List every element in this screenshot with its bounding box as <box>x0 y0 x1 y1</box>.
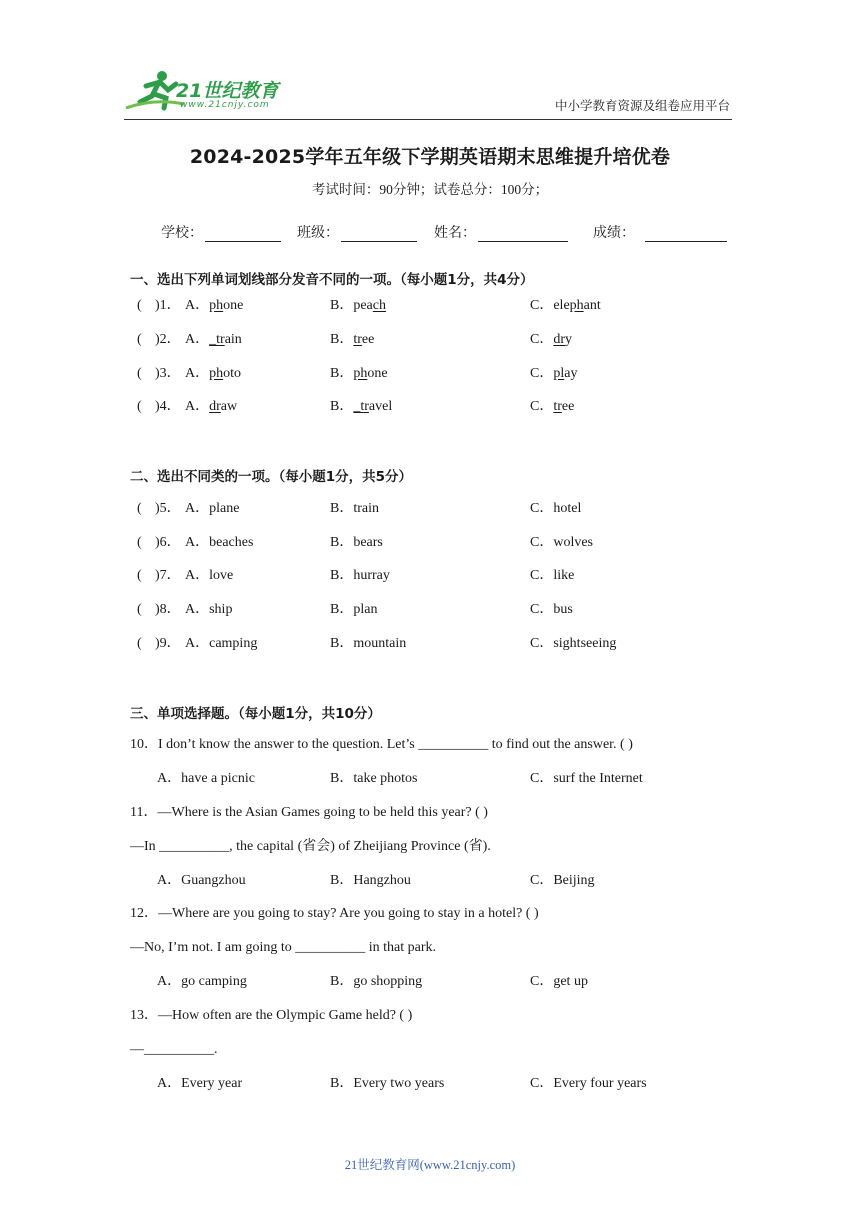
question-stem: 10．I don’t know the answer to the question. Let’s __________ to find out the answer. ( ) <box>130 737 633 752</box>
option-a: A．love <box>185 568 234 583</box>
option-c: C．get up <box>530 974 588 989</box>
answer-paren[interactable]: ( <box>137 568 142 583</box>
option-b: B．train <box>330 501 379 516</box>
option-a: A．have a picnic <box>157 771 255 786</box>
question-number: )9． <box>155 636 181 651</box>
option-a: A．_train <box>185 332 242 347</box>
class-blank[interactable] <box>341 226 417 242</box>
option-a: A．camping <box>185 636 258 651</box>
option-c: C．like <box>530 568 575 583</box>
option-c: C．elephant <box>530 298 601 313</box>
option-c: C．tree <box>530 399 575 414</box>
question-number: )1． <box>155 298 181 313</box>
school-label: 学校： <box>161 225 203 241</box>
option-b: B．take photos <box>330 771 418 786</box>
option-c: C．dry <box>530 332 573 347</box>
option-b: B．Hangzhou <box>330 873 411 888</box>
option-b: B．phone <box>330 366 388 381</box>
answer-paren[interactable]: ( <box>137 298 142 313</box>
option-a: A．draw <box>185 399 238 414</box>
score-blank[interactable] <box>645 226 727 242</box>
section-title: 三、单项选择题。（每小题1分，共10分） <box>130 706 381 722</box>
answer-paren[interactable]: ( <box>137 602 142 617</box>
option-a: A．plane <box>185 501 240 516</box>
section-title: 一、选出下列单词划线部分发音不同的一项。（每小题1分，共4分） <box>130 272 534 288</box>
option-c: C．surf the Internet <box>530 771 643 786</box>
question-stem: 12．—Where are you going to stay? Are you going to stay in a hotel? ( ) <box>130 906 539 921</box>
option-b: B．peach <box>330 298 386 313</box>
question-number: )6． <box>155 535 181 550</box>
answer-paren[interactable]: ( <box>137 535 142 550</box>
option-a: A．go camping <box>157 974 247 989</box>
option-b: B．tree <box>330 332 375 347</box>
option-a: A．ship <box>185 602 233 617</box>
question-number: )2． <box>155 332 181 347</box>
answer-paren[interactable]: ( <box>137 636 142 651</box>
question-answer-line: —In __________, the capital (省会) of Zheijiang Province (省). <box>130 839 491 854</box>
question-stem: 13．—How often are the Olympic Game held? ( ) <box>130 1008 413 1023</box>
question-number: )8． <box>155 602 181 617</box>
question-answer-line: —No, I’m not. I am going to __________ in that park. <box>130 940 437 955</box>
option-b: B．go shopping <box>330 974 423 989</box>
exam-subtitle: 考试时间：90分钟；试卷总分：100分； <box>311 182 549 197</box>
footer-link[interactable]: 21世纪教育网(www.21cnjy.com) <box>344 1158 516 1172</box>
answer-paren[interactable]: ( <box>137 399 142 414</box>
question-number: )7． <box>155 568 181 583</box>
option-c: C．hotel <box>530 501 582 516</box>
section-title: 二、选出不同类的一项。（每小题1分，共5分） <box>130 469 413 485</box>
answer-paren[interactable]: ( <box>137 366 142 381</box>
option-c: C．bus <box>530 602 573 617</box>
question-stem: 11．—Where is the Asian Games going to be held this year? ( ) <box>130 805 488 820</box>
class-field[interactable] <box>297 222 417 242</box>
question-number: )4． <box>155 399 181 414</box>
score-label: 成绩： <box>593 225 635 241</box>
option-b: B．hurray <box>330 568 390 583</box>
answer-paren[interactable]: ( <box>137 332 142 347</box>
class-label: 班级： <box>297 225 339 241</box>
option-b: B．mountain <box>330 636 407 651</box>
option-c: C．wolves <box>530 535 593 550</box>
option-c: C．Beijing <box>530 873 595 888</box>
option-c: C．Every four years <box>530 1076 647 1091</box>
name-field[interactable] <box>434 222 568 242</box>
name-label: 姓名： <box>434 225 476 241</box>
option-a: A．photo <box>185 366 242 381</box>
name-blank[interactable] <box>478 226 568 242</box>
question-number: )3． <box>155 366 181 381</box>
answer-paren[interactable]: ( <box>137 501 142 516</box>
header-divider <box>124 119 732 120</box>
page-title: 2024-2025学年五年级下学期英语期末思维提升培优卷 <box>189 146 671 168</box>
question-number: )5． <box>155 501 181 516</box>
school-field[interactable] <box>161 222 281 242</box>
option-a: A．Every year <box>157 1076 243 1091</box>
option-b: B．_travel <box>330 399 393 414</box>
question-answer-line: —__________. <box>130 1042 218 1057</box>
option-b: B．plan <box>330 602 378 617</box>
platform-label: 中小学教育资源及组卷应用平台 <box>554 99 730 113</box>
option-b: B．Every two years <box>330 1076 445 1091</box>
option-a: A．phone <box>185 298 244 313</box>
logo-text: 21世纪教育 <box>176 80 279 102</box>
school-blank[interactable] <box>205 226 281 242</box>
logo <box>124 68 294 114</box>
score-field[interactable] <box>593 222 727 242</box>
logo-subtext: www.21cnjy.com <box>180 100 270 110</box>
option-a: A．Guangzhou <box>157 873 246 888</box>
option-b: B．bears <box>330 535 383 550</box>
option-c: C．play <box>530 366 578 381</box>
option-c: C．sightseeing <box>530 636 617 651</box>
option-a: A．beaches <box>185 535 254 550</box>
